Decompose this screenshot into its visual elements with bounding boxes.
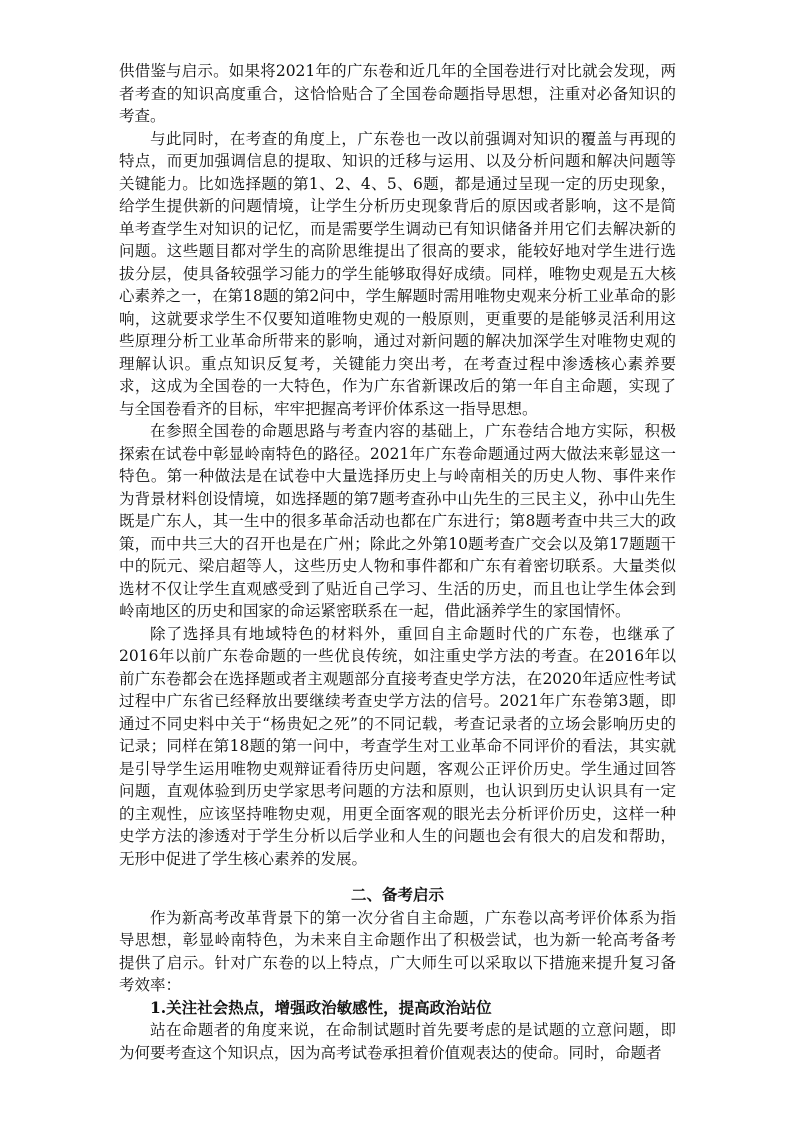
section-intro-paragraph: 作为新高考改革背景下的第一次分省自主命题，广东卷以高考评价体系为指导思想，彰显岭南特色，为未来自主命题作出了积极尝试，也为新一轮高考备考提供了启示。针对广东卷的以上特点，广大师生可以采取以下措施来提升复习备考效率： [119, 908, 676, 994]
document-page [119, 60, 676, 1064]
body-paragraph-historiography: 除了选择具有地域特色的材料外，重回自主命题时代的广东卷，也继承了2016年以前广东卷命题的一些优良传统，如注重史学方法的考查。在2016年以前广东卷都会在选择题或者主观题部分直接考查史学方法，在2020年适应性考试过程中广东省已经释放出要继续考查史学方法的信号。2021年广东卷第3题，即通过不同史料中关于“杨贵妃之死”的不同记载，考查记录者的立场会影响历史的记录；同样在第18题的第一问中，考查学生对工业革命不同评价的看法，其实就是引导学生运用唯物史观辩证看待历史问题，客观公正评价历史。学生通过回答问题，直观体验到历史学家思考问题的方法和原则，也认识到历史认识具有一定的主观性，应该坚持唯物史观，用更全面客观的眼光去分析评价历史，这样一种史学方法的渗透对于学生分析以后学业和人生的问题也会有很大的启发和帮助，无形中促进了学生核心素养的发展。 [119, 624, 676, 868]
body-paragraph-assessment-angle: 与此同时，在考查的角度上，广东卷也一改以前强调对知识的覆盖与再现的特点，而更加强调信息的提取、知识的迁移与运用、以及分析问题和解决问题等关键能力。比如选择题的第1、2、4、5、6题，都是通过呈现一定的历史现象，给学生提供新的问题情境，让学生分析历史现象背后的原因或者影响，这不是简单考查学生对知识的记忆，而是需要学生调动已有知识储备并用它们去解决新的问题。这些题目都对学生的高阶思维提出了很高的要求，能较好地对学生进行选拔分层，使具备较强学习能力的学生能够取得好成绩。同样，唯物史观是五大核心素养之一，在第18题的第2问中，学生解题时需用唯物史观来分析工业革命的影响，这就要求学生不仅要知道唯物史观的一般原则，更重要的是能够灵活利用这些原理分析工业革命所带来的影响，通过对新问题的解决加深学生对唯物史观的理解认识。重点知识反复考，关键能力突出考，在考查过程中渗透核心素养要求，这成为全国卷的一大特色，作为广东省新课改后的第一年自主命题，实现了与全国卷看齐的目标，牢牢把握高考评价体系这一指导思想。 [119, 129, 676, 418]
body-paragraph-lingnan-features: 在参照全国卷的命题思路与考查内容的基础上，广东卷结合地方实际，积极探索在试卷中彰显岭南特色的路径。2021年广东卷命题通过两大做法来彰显这一特色。第一种做法是在试卷中大量选择历史上与岭南相关的历史人物、事件来作为背景材料创设情境，如选择题的第7题考查孙中山先生的三民主义，孙中山先生既是广东人，其一生中的很多革命活动也都在广东进行；第8题考查中共三大的政策，而中共三大的召开也是在广州；除此之外第10题考查广交会以及第17题题干中的阮元、梁启超等人，这些历史人物和事件都和广东有着密切联系。大量类似选材不仅让学生直观感受到了贴近自己学习、生活的历史，而且也让学生体会到岭南地区的历史和国家的命运紧密联系在一起，借此涵养学生的家国情怀。 [119, 422, 676, 620]
subsection-heading: 1.关注社会热点，增强政治敏感性，提高政治站位 [150, 997, 492, 1017]
section-heading: 二、备考启示 [350, 885, 444, 904]
body-paragraph-continued: 供借鉴与启示。如果将2021年的广东卷和近几年的全国卷进行对比就会发现，两者考查的知识高度重合，这恰恰贴合了全国卷命题指导思想，注重对必备知识的考查。 [119, 62, 676, 125]
closing-paragraph: 站在命题者的角度来说，在命制试题时首先要考虑的是试题的立意问题，即为何要考查这个知识点，因为高考试卷承担着价值观表达的使命。同时，命题者 [119, 1021, 676, 1062]
